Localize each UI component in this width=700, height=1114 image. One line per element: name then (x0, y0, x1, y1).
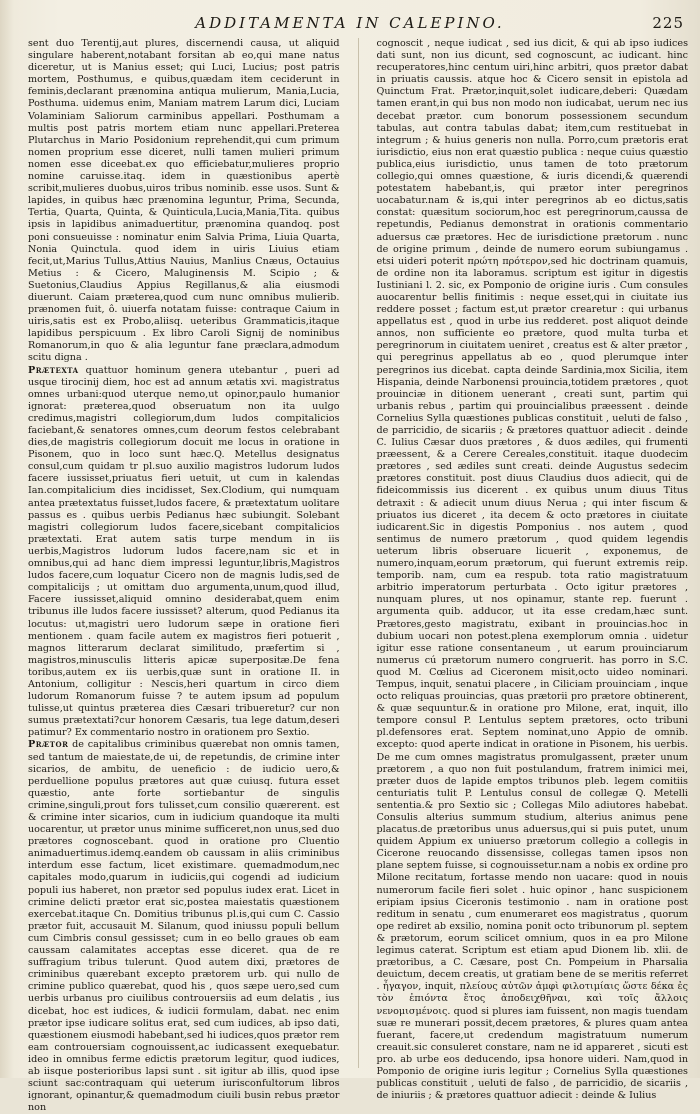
paragraph (28, 38, 340, 365)
running-head: ADDITAMENTA IN CALEPINO. (195, 14, 505, 32)
left-column (28, 38, 340, 1114)
column-divider (358, 38, 359, 1068)
entry-heading: Prætor (28, 739, 69, 751)
paragraph-text: quattuor hominum genera utebantur , pueri ad usque tirocinij diem, hoc est ad annum ætatis xvi. magistratus omnes urbani:quod uterque nemo,ut opinor,paulo humanior ignorat: præterea,quod obseruatum non ita uulgo credimus,magistri collegiorum,dum ludos compitalicios faciebant,& senatores omnes,cum deorum festos celebrabant dies,de magistris collegiorum docuit me locus in oratione in Pisonem, quo in loco sunt hæc.Q. Metellus designatus consul,cum quidam tr pl.suo auxilio magistros ludorum ludos facere iussisset,priuatus fieri uetuit, ut cum in kalendas Ian.compitalicium dies incidisset, Sex.Clodium, qui numquam antea prætextatus fuisset,ludos facere, & prætextatum uolitare passus es . quibus uerbis Pedianus hæc subiungit. Solebant magistri collegiorum ludos facere,sicebant compitalicios prætextati. Erat autem satis turpe mendum in iis uerbis,Magistros ludorum ludos facere,nam sic et in omnibus,qui ad hanc diem impressi leguntur,libris,Magistros ludos facere,cum loquatur Cicero non de magnis ludis,sed de compitalicijs ; ut omittam duo argumenta,unum,quod illud, Facere iussisset,aliquid omnino desiderabat,quem enim tribunus ille ludos facere iussisset? alterum, quod Pedianus ita locutus: ut,magistri uero ludorum sæpe in oratione fieri mentionem . quam facile autem ex magistros fieri potuerit , magnos litterarum declarat similitudo, præfertim si , magistros,minusculis litteris apicæ superpositæ.De fena toribus,autem ex iis uerbis,quæ sunt in oratione II. in Antonium, colligitur : Nescis,heri quartum in circo diem ludorum Romanorum fuisse ? te autem ipsum ad populum tulisse,ut quintus præterea dies Cæsari tribueretur? cur non sumus prætextati?cur honorem Cæsaris, tua lege datum,deseri patimur? Ex commentario nostro in orationem pro Sextio. (28, 364, 340, 739)
paragraph (28, 365, 340, 740)
paragraph (28, 739, 340, 1114)
right-column (376, 38, 689, 1102)
text-columns (28, 38, 688, 1114)
paragraph-text: de capitalibus criminibus quærebat non omnis tamen, sed tantum de maiestate,de ui, de repetundis, de crimine inter sicarios, de ambitu, de ueneficio : de iudicio uero,& perduellione populus prætores aut quæ cuiusq. futura esset quæstio, ante forte sortiebantur de singulis crimine,singuli,prout fors tulisset,cum consilio quærerent. est & crimine inter sicarios, cum in iudicium quandoque ita multi uocarentur, ut prætor unus minime sufficeret,non unus,sed duo prætores cognoscebant. quod in oratione pro Cluentio animaduertimus.idemq.eandem ob caussam in aliis criminibus interdum esse factum, licet existimare. quemadmodum,nec capitales modo,quarum in iudiciis,qui cogendi ad iudicium populi ius haberet, non prætor sed populus iudex erat. Licet in crimine delicti prætor erat sic,postea maiestatis quæstionem exercebat.itaque Cn. Domitius tribunus pl.is,qui cum C. Cassio prætor fuit, accusauit M. Silanum, quod iniussu populi bellum cum Cimbris consul gessisset; cum in eo bello graues ob eam caussam calamitates acceptas esse diceret. qua de re suffragium tribus tulerunt. Quod autem dixi, prætores de criminibus quærebant excepto prætorem urb. qui nullo de crimine publico quærebat, quod his , quos sæpe uero,sed cum uerbis urbanus pro ciuilibus controuersiis ad eum delatis , ius dicebat, hoc est iudices, & iudicii formulam, dabat. nec enim prætor ipse iudicare solitus erat, sed cum iudices, ab ipso dati, quæstionem eiusmodi habebant,sed hi iudices,quos prætor rem eam controuersiam cognouissent,ac iudicassent exequebatur. ideo in omnibus ferme edictis prætorum legitur, quod iudices, ab iisque posterioribus lapsi sunt . sit igitur ab illis, quod ipse sciunt sac:contraquam qui ueterum iurisconfultorum libros ignorant, opinantur,& quemadmodum ciuili busin rebus prætor non (28, 739, 340, 1114)
paragraph (377, 38, 689, 1102)
paragraph-text: sent duo Terentij,aut plures, discernendi causa, ut aliquid singulare haberent,notabant forsitan ab eo,qui mane natus diceretur, ut is Manius esset; qui Luci, Lucius; post patris mortem, Posthumus, e quibus,quædam item ceciderunt in feminis,declarant prænomina antiqua mulierum, Mania,Lucia, Posthuma. uidemus enim, Maniam matrem Larum dici, Luciam Volaminiam Saliorum carminibus appellari. Posthumam a multis post patris mortem etiam nunc appellari.Preterea Plutarchus in Mario Posidonium reprehendit,qui cum primum nomen proprium esse diceret, nulli tamen mulieri primum nomen esse diceebat.ex quo efficiebatur,mulieres proprio nomine caruisse.itaq. idem in quæstionibus apertè scribit,mulieres duobus,uiros tribus nominib. esse usos. Sunt & lapides, in quibus hæc prænomina leguntur, Prima, Secunda, Tertia, Quarta, Quinta, & Quinticula,Lucia,Mania,Tita. quibus ipsis in lapidibus animaduertitur, prænomina quandoq. post poni consueuisse : nominatur enim Salvia Prima, Liuia Quarta, Nonia Quinctula. quod idem in uiris Liuius etiam fecit,ut,Marius Tullus,Attius Nauius, Manlius Cnæus, Octauius Metius : & Cicero, Maluginensis M. Scipio ; & Suetonius,Claudius Appius Regillanus,& alia eiusmodi diuerunt. Caiam præterea,quod cum nunc omnibus mulierib. prænomen fuit, ô. uiuerfa notatam fuisse: contraque Caium in uiris,satis est ex Probo,aliisq. ueteribus Grammaticis,itaque lapidibus perspicuum . Ex libro Caroli Signij de nominibus Romanorum,in quo & alia leguntur fane præclara,admodum scitu digna . (28, 38, 340, 364)
entry-heading: Prætexta (28, 364, 79, 376)
page-number: 225 (652, 14, 684, 32)
paragraph-text: cognoscit , neque iudicat , sed ius dicit, & qui ab ipso iudices dati sunt, non ius dicunt, sed cognoscunt, ac iudicant. hinc recuperatores,hinc centum uiri,hinc arbitri, quos prætor dabat in priuatis caussis. atque hoc & Cicero sensit in epistola ad Quinctum Frat. Prætor,inquit,solet iudicare,deberi: Quædam tamen erant,in qui bus non modo non iudicabat, uerum nec ius decebat prætor. cum bonorum possessionem secundum tabulas, aut contra tabulas dabat; item,cum restituebat in integrum ; & huius generis non nulla. Porro,cum prætoris erat iurisdictio, eius non erat quæstio publica : neque cuius quæstio publica,eius iurisdictio, unus tamen de toto prætorum collegio,qui omnes quæstione, & iuris dicendi,& quærendi potestatem habebant,is, qui prætor inter peregrinos uocabatur.nam & is,qui inter peregrinos ab eo dictus,satis constat: quæsitum sociorum,hoc est peregrinorum,caussa de repetundis, Pedianus demonstrat in orationis commentario aduersus cæ prætores. Hec de iurisdictione prætorum . nunc de origine primum , deinde de numero eorum subiungamus . etsi uideri poterit πρώτη πρότερον,sed hic doctrinam quamuis, de ordine non ita laboramus. scriptum est igitur in digestis Iustiniani l. 2. sic, ex Pomponio de origine iuris . Cum consules auocarentur bellis finitimis : neque esset,qui in ciuitate ius reddere posset ; factum est,ut prætor crearetur : qui urbanus appellatus est , quod in urbe ius redderet. post aliquot deinde annos, non sufficiente eo prætore, quod multa turba et peregrinorum in ciuitatem ueniret , creatus est & alter prætor , qui peregrinus appellatus ab eo , quod plerumque inter peregrinos ius dicebat. capta deinde Sardinia,mox Sicilia, item Hispania, deinde Narbonensi prouincia,totidem prætores , quot prouinciæ in ditionem uenerant , creati sunt, partim qui urbanis rebus , partim qui prouincialibus præessent . deinde Cornelius Sylla quæstiones publicas constituit , ueluti de falso , de parricidio, de sicariis ; & prætores quattuor adiecit . deinde C. Iulius Cæsar duos prætores , & duos ædiles, qui frumenti præessent, & a Cerere Cereales,constituit. itaque duodecim prætores , sed ædiles sunt creati. deinde Augustus sedecim prætores constituit. post diuus Claudius duos adiecit, qui de fideicommissis ius dicerent . ex quibus unum diuus Titus detraxit : & adiecit unum diuus Nerua ; qui inter fiscum & priuatos ius diceret , ita decem & octo prætores in ciuitate iudicarent.Sic in digestis Pomponius . nos autem , quod sentimus de numero prætorum , quod quidem legendis ueterum libris obseruare licuerit , exponemus, de numero,inquam,eorum prætorum, qui fuerunt extremis reip. temporib. nam, cum ea respub. tota ratio magistratuum arbitrio imperatorum perturbata . Octo igitur prætores , nunquam plures, ut nos opinamur, stante rep. fuerunt . argumenta quib. adducor, ut ita esse credam,hæc sunt. Prætores,gesto magistratu, exibant in prouincias.hoc in dubium uocari non potest.plena exemplorum omnia . uidetur igitur esse ratione consentaneum , ut earum prouinciarum numerus cú prætorum numero congruerit. has porro in S.C. quod M. Cœlius ad Ciceronem misit,octo uideo nominari. Tempus, inquit, senatui placere , in Ciliciam prouinciam , inque octo reliquas prouincias, quas prætorii pro prætore obtinerent, & quæ sequuntur.& in oratione pro Milone, erat, inquit, illo tempore consul P. Lentulus septem prætores, octo tribuni pl.defensores erat. Septem nominat,uno Appio de omnib. excepto: quod aperte indicat in oratione in Pisonem, his uerbis. De me cum omnes magistratus promulgassent, præter unum prætorem , a quo non fuit postulandum, fratrem inimici mei, præter duos de lapide emptos tribunos pleb. legem comitiis centuriatis tulit P. Lentulus consul de collegæ Q. Metelli sententia.& pro Sextio sic ; Collegas Milo adiutores habebat. Consulis alterius summum studium, alterius animus pene placatus.de prætoribus unus aduersus,qui si puis putet, unum quidem Appium ex uniuerso prætorum collegio a collegis in Cicerone reuocando dissensisse, collegas tamen ipsos non plane septem fuisse, si cognouissetur.nam a nobis ex ordine pro Milone recitatum, fortasse mendo non uacare: quod in nouis numerorum facile fieri solet . huic opinor , hanc suspicionem eripiam ipsius Ciceronis testimonio . nam in oratione post reditum in senatu , cum enumeraret eos magistratus , quorum ope rediret ab exsilio, nomina ponit octo tribunorum pl. septem & prætorum, eorum scilicet omnium, quos in ea pro Milone legimus caterat. Scriptum est etiam apud Dionem lib. xlii. de prætoribus, a C. Cæsare, post Cn. Pompeium in Pharsalia deuictum, decem creatis, ut gratiam bene de se meritis referret . ἦγαγον, inquit, πλείους αὐτῶν ἀμφὶ φιλοτιμίαις ὥστε δέκα ἐς τὸν ἐπιόντα ἔτος ἀποδειχθῆναι, καὶ τοῖς ἄλλοις νενομισμένοις. quod si plures iam fuissent, non magis tuendam suæ re munerari possit,decem prætores, & plures quam antea fuerant, facere,ut credendum magistratuum numerum creauit.sic consuleret constare, nam ne id appareret , sicuti est pro. ab urbe eos deducendo, ipsa honore uideri. Nam,quod in Pomponio de origine iuris legitur ; Cornelius Sylla quæstiones publicas constituit , ueluti de falso , de parricidio, de sicariis , de iniuriis ; & prætores quattuor adiecit : deinde & Iulius (376, 38, 688, 1102)
page-header (0, 8, 700, 38)
